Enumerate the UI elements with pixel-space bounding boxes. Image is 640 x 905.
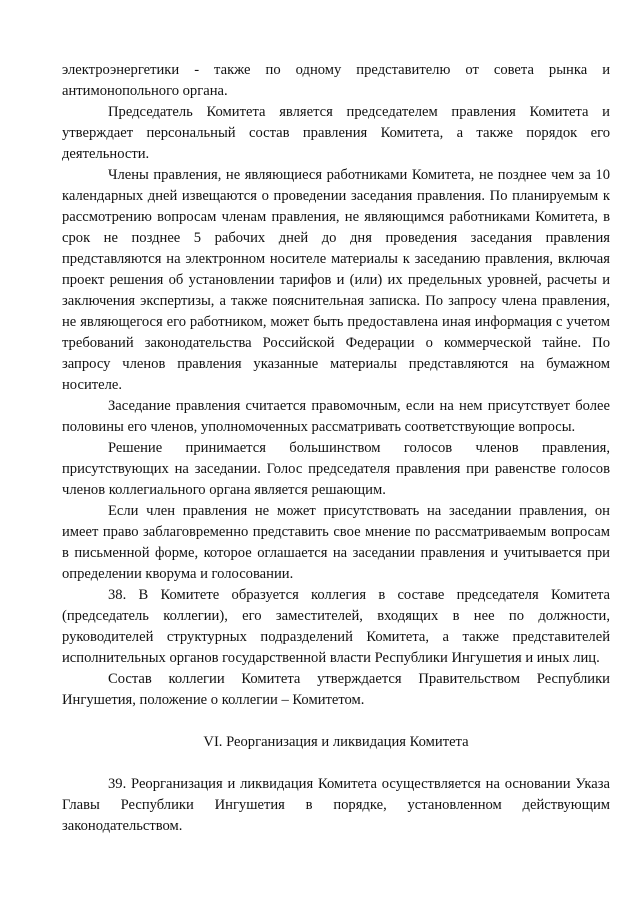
paragraph-decision: Решение принимается большинством голосов членов правления, присутствующих на заседании. Голос председателя правления при равенстве голосов членов коллегиального органа является решающим. bbox=[62, 440, 610, 498]
paragraph-board-members-notice: Члены правления, не являющиеся работниками Комитета, не позднее чем за 10 календарных дней извещаются о проведении заседания правления. По планируемым к рассмотрению вопросам членам правления, не являющимся работниками Комитета, в срок не позднее 5 рабочих дней до дня проведения заседания правления представляются на электронном носителе материалы к заседанию правления, включая проект решения об установлении тарифов и (или) их предельных уровней, расчеты и заключения экспертизы, а также пояснительная записка. По запросу члена правления, не являющегося его работником, может быть предоставлена иная информация с учетом требований законодательства Российской Федерации о коммерческой тайне. По запросу членов правления указанные материалы представляются на бумажном носителе. bbox=[62, 167, 610, 393]
paragraph-chairman: Председатель Комитета является председателем правления Комитета и утверждает персональный состав правления Комитета, а также порядок его деятельности. bbox=[62, 104, 610, 162]
paragraph-quorum: Заседание правления считается правомочным, если на нем присутствует более половины его членов, уполномоченных рассматривать соответствующие вопросы. bbox=[62, 398, 610, 435]
paragraph-continuation: электроэнергетики - также по одному представителю от совета рынка и антимонопольного органа. bbox=[62, 62, 610, 99]
section-heading: VI. Реорганизация и ликвидация Комитета bbox=[203, 734, 469, 750]
paragraph-collegium-composition: Состав коллегии Комитета утверждается Правительством Республики Ингушетия, положение о коллегии – Комитетом. bbox=[62, 671, 610, 708]
paragraph-item-39: 39. Реорганизация и ликвидация Комитета осуществляется на основании Указа Главы Республики Ингушетия в порядке, установленном действующим законодательством. bbox=[62, 776, 610, 834]
paragraph-item-38: 38. В Комитете образуется коллегия в составе председателя Комитета (председатель коллегии), его заместителей, входящих в нее по должности, руководителей структурных подразделений Комитета, а также представителей исполнительных органов государственной власти Республики Ингушетия и иных лиц. bbox=[62, 587, 610, 666]
paragraph-absent-member: Если член правления не может присутствовать на заседании правления, он имеет право заблаговременно представить свое мнение по рассматриваемым вопросам в письменной форме, которое оглашается на заседании правления и учитывается при определении кворума и голосовании. bbox=[62, 503, 610, 582]
document-page bbox=[62, 60, 610, 837]
